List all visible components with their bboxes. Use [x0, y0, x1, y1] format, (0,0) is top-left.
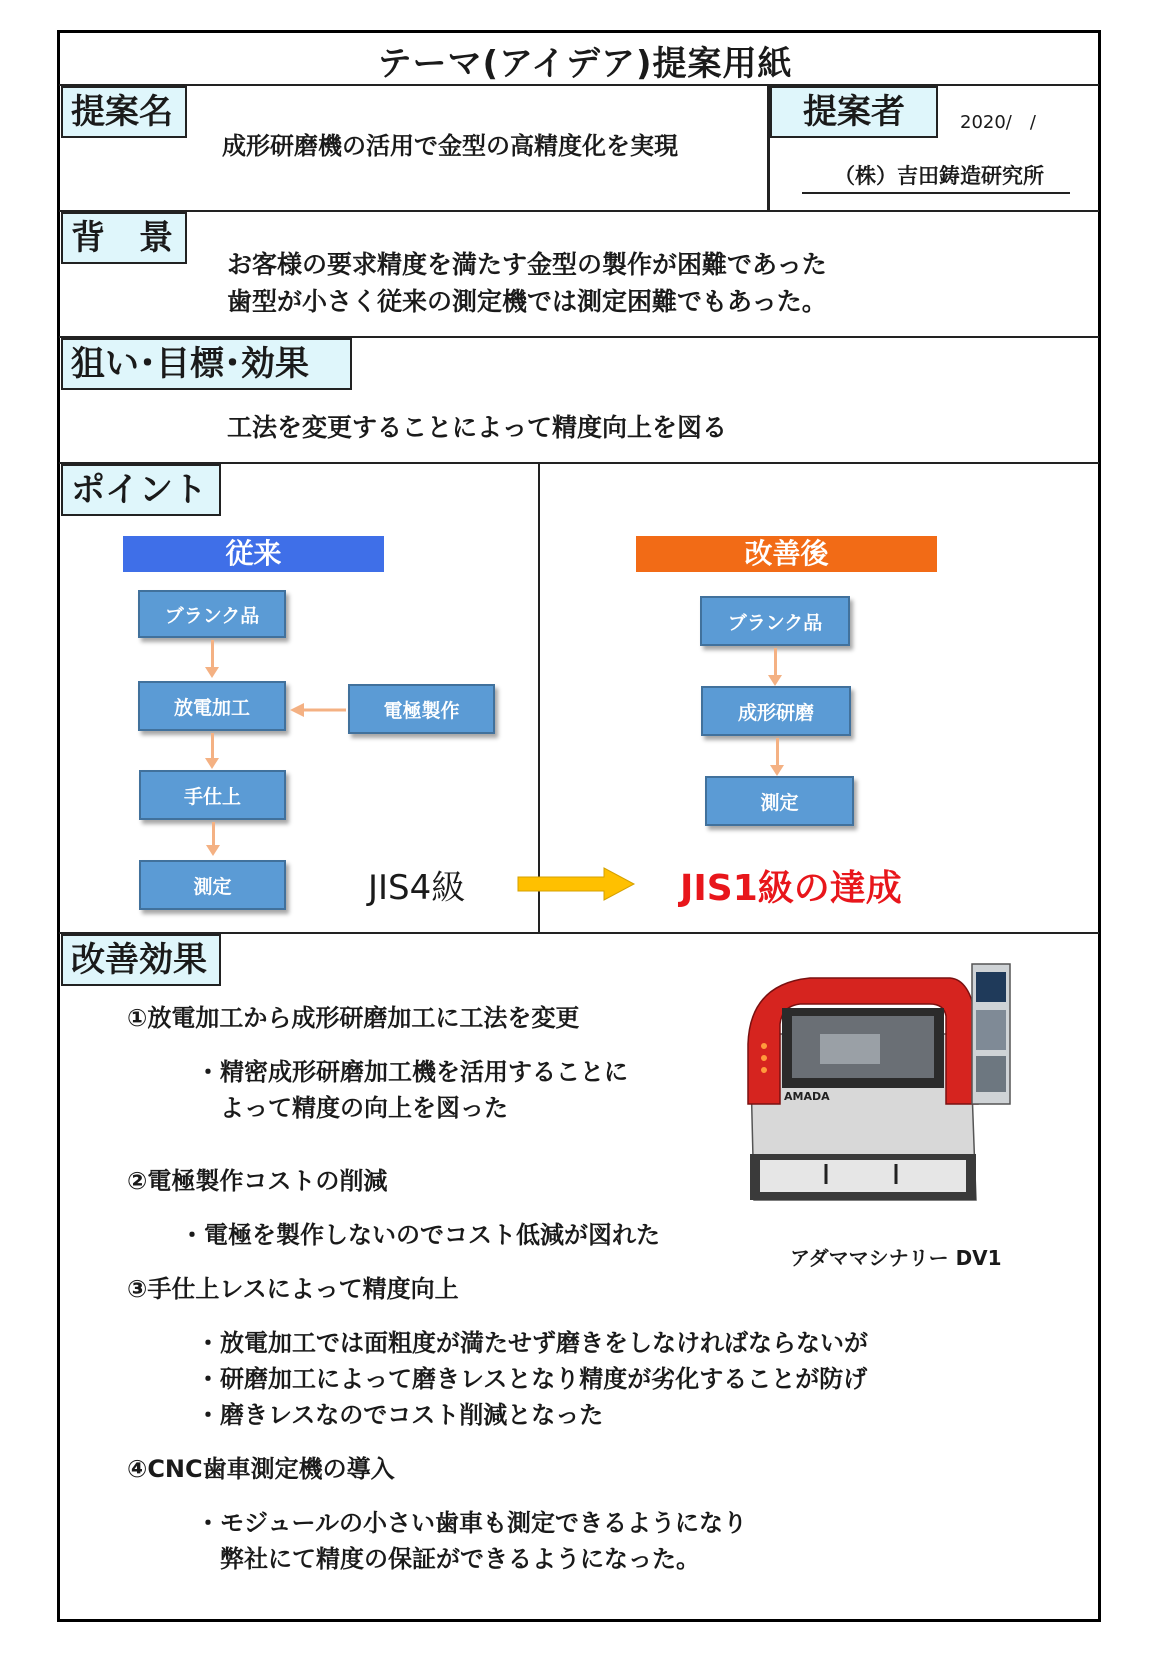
after-step-blank: ブランク品	[700, 596, 850, 646]
proposer-label: 提案者	[770, 86, 938, 138]
divider	[538, 464, 540, 932]
point-label: ポイント	[61, 464, 221, 516]
flow-arrow	[212, 822, 215, 846]
after-step-grinding: 成形研磨	[701, 686, 851, 736]
flow-arrow	[774, 648, 777, 676]
before-grade: JIS4級	[368, 868, 466, 908]
effect-3-bullet-1: ・放電加工では面粗度が満たせず磨きをしなければならないが	[196, 1329, 868, 1357]
page-title: テーマ(アイデア)提案用紙	[377, 44, 793, 84]
proposal-date: 2020/ /	[960, 112, 1036, 133]
flow-arrow	[211, 733, 214, 759]
before-step-finishing: 手仕上	[139, 770, 286, 820]
company-name: （株）吉田鋳造研究所	[834, 164, 1044, 188]
proposal-name-label: 提案名	[61, 86, 187, 138]
effect-3-bullet-3: ・磨きレスなのでコスト削減となった	[196, 1401, 604, 1429]
company-underline	[802, 192, 1070, 194]
effect-1-bullet-1: ・精密成形研磨加工機を活用することに	[196, 1058, 628, 1086]
after-step-measure: 測定	[705, 776, 854, 826]
divider	[59, 210, 1099, 212]
background-line-1: お客様の要求精度を満たす金型の製作が困難であった	[227, 250, 827, 279]
flow-arrow	[776, 738, 779, 766]
before-header: 従来	[123, 536, 384, 572]
improvement-arrow	[516, 866, 638, 902]
effect-3-bullet-2: ・研磨加工によって磨きレスとなり精度が劣化することが防げ	[196, 1365, 868, 1393]
before-step-measure: 測定	[139, 860, 286, 910]
background-line-2: 歯型が小さく従来の測定機では測定困難でもあった。	[227, 287, 827, 316]
effect-1-bullet-2: よって精度の向上を図った	[196, 1094, 508, 1122]
after-grade: JIS1級の達成	[680, 868, 902, 909]
effect-2-bullet-1: ・電極を製作しないのでコスト低減が図れた	[180, 1221, 660, 1249]
machine-caption: アダママシナリー DV1	[790, 1246, 1002, 1270]
divider	[59, 84, 1099, 86]
effect-4-title: ④CNC歯車測定機の導入	[127, 1455, 395, 1483]
effect-4-bullet-1: ・モジュールの小さい歯車も測定できるようになり	[196, 1509, 748, 1537]
before-step-edm: 放電加工	[138, 681, 286, 731]
effect-2-title: ②電極製作コストの削減	[127, 1167, 388, 1195]
flow-arrow	[211, 640, 214, 668]
effect-3-title: ③手仕上レスによって精度向上	[127, 1275, 459, 1303]
goal-label: 狙い･目標･効果	[61, 338, 352, 390]
after-header: 改善後	[636, 536, 937, 572]
goal-text: 工法を変更することによって精度向上を図る	[227, 413, 728, 442]
side-flow-arrow	[288, 700, 348, 720]
machine-brand: AMADA	[784, 1090, 830, 1103]
before-side-step-electrode: 電極製作	[348, 684, 495, 734]
before-step-blank: ブランク品	[138, 590, 286, 638]
effects-label: 改善効果	[61, 934, 221, 986]
proposal-name: 成形研磨機の活用で金型の高精度化を実現	[222, 132, 678, 160]
effect-4-bullet-2: 弊社にて精度の保証ができるようになった。	[196, 1545, 700, 1573]
background-label: 背 景	[61, 212, 187, 264]
grinding-machine-image	[740, 954, 1040, 1218]
effect-1-title: ①放電加工から成形研磨加工に工法を変更	[127, 1004, 580, 1032]
